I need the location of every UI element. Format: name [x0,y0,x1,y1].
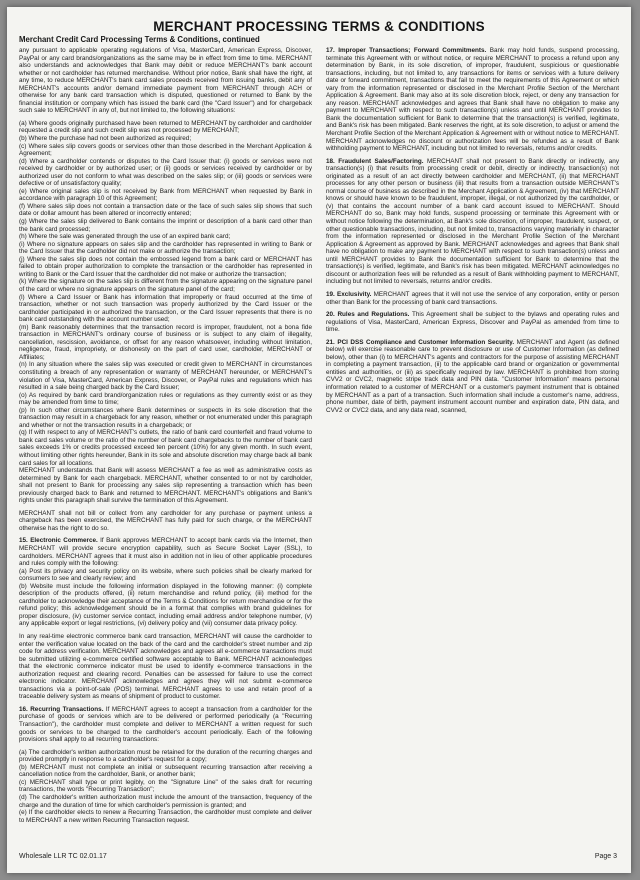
paragraph-text: MERCHANT shall not present to Bank directly or indirectly, any transaction(s) (i) that results from processing credit or debit, directly or indirectly, transaction(s) not originated as a result of an act directly between cardholder and MERCHANT, (ii) that MERCHANT processes for any other person or business (iii) that results from a transaction outside MERCHANT's normal course of business as described in the Merchant Application & Agreement, (iv) that MERCHANT knows or should have known to be fraudulent, improper, illegal, or not authorized by the cardholder, or (v) that contains the account number of a bank card account issued to MERCHANT. Should MERCHANT do so, Bank may hold funds, suspend processing or terminate this Agreement with or without notice following the determination, at Bank's sole discretion, of improper, fraudulent, suspect, or other questionable transactions, including, but not limited to, transactions varying materially in character from the information represented or disclosed in the Merchant Profile Section of the Merchant Application & Agreement as approved by Bank. MERCHANT acknowledges and agrees that Bank shall have no obligation to make any payment to MERCHANT with respect to such transaction(s) unless and until MERCHANT provides to Bank the documentation sufficient for Bank to determine that the transaction(s) is verified, legitimate, and Bank's risk has been mitigated. MERCHANT acknowledges no discount or authorization fees will be refunded as a result of Bank withholding payment to MERCHANT, including but not limited to reversals, returns and/or credits. [326,157,619,286]
body-paragraph [326,339,619,414]
body-paragraph [19,47,312,115]
paragraph-text: (o) As required by bank card brand/organization rules or regulations as they currently exist or as they may be amended from time to time; [19,391,312,407]
document-page [7,7,631,873]
section-heading: 15. Electronic Commerce. [19,537,98,545]
body-paragraph [19,510,312,533]
paragraph-text: (n) In any situation where the sales slip was executed or credit given to MERCHANT in circumstances constituting a breach of any representation or warranty of MERCHANT hereunder, or MERCHANT's violation of Visa, MasterCard, American Express, Discover, or PayPal rules and regulations which has resulted in a sale being charged back by the Card Issuer; [19,361,312,392]
paragraph-text: (b) Where the purchase had not been authorized as required; [19,135,192,143]
body-paragraph [19,583,312,628]
body-paragraph [19,809,312,824]
paragraph-text: (d) Where a cardholder contends or disputes to the Card Issuer that: (i) goods or services were not received by cardholder or by authorized user; or (ii) goods or services received by cardholder or by authorized user do not conform to what was described on the sales slip; or (iii) goods or services were defective or of unsatisfactory quality; [19,157,312,188]
body-paragraph [326,291,619,306]
paragraph-text: (k) Where the signature on the sales slip is different from the signature appearing on the signature panel of the card or where no signature appears on the signature panel of the card; [19,278,312,293]
body-paragraph [19,794,312,809]
paragraph-text: MERCHANT understands that Bank will assess MERCHANT a fee as well as administrative costs as determined by Bank for each chargeback. MERCHANT, whether consented to or not by cardholder, shall not present to Bank for processing any sales slip representing a transaction which has been previously charged back to Bank and returned to MERCHANT. MERCHANT's obligations and Bank's rights under this paragraph shall survive the termination of this Agreement. [19,467,312,505]
body-paragraph [326,311,619,334]
paragraph-text: (d) The cardholder's written authorization must include the amount of the transaction, frequency of the charge and the duration of time for which cardholder's permission is granted; and [19,793,312,809]
paragraph-text: If MERCHANT agrees to accept a transaction from a cardholder for the purchase of goods or services which are to be delivered or performed periodically (a "Recurring Transaction"), the cardholder must complete and deliver to MERCHANT a written request for such goods or services to be charged to the cardholder's account periodically. Each of the following provisions shall apply to all recurring transactions: [19,705,312,744]
body-paragraph [19,633,312,701]
paragraph-text: Bank may hold funds, suspend processing, terminate this Agreement with or without notice, or require MERCHANT to process a refund upon any determination by Bank, in its sole discretion, of improper, fraudulent, suspicious or questionable transactions, including, but not limited to, any transactions for items or services with a future delivery date or forward commitment, transactions that fail to meet the requirements of this Agreement or which vary from the information represented or disclosed in the Merchant Profile Section of the Merchant Application & Agreement. Bank may also at its sole discretion block, reject, or deny any transaction for any reason. MERCHANT acknowledges and agrees that Bank shall have no obligation to make any payment to MERCHANT with respect to such transaction(s) unless and until MERCHANT provides to Bank the documentation sufficient for Bank to determine that the transaction(s) is verified, legitimate, and Bank's risk has been mitigated. Bank reserves the right, at its sole discretion, to adjust or amend the Merchant Profile Section of the Merchant Application & Agreement with or without notice to MERCHANT. MERCHANT acknowledges no discount or authorization fees will be refunded as a result of Bank withholding payment to MERCHANT, including but not limited to reversals, returns and/or credits. [326,47,619,153]
body-paragraph [19,429,312,467]
body-paragraph [326,47,619,153]
paragraph-text: (j) Where the sales slip does not contain the embossed legend from a bank card or MERCHANT has failed to obtain proper authorization to complete the transaction or the cardholder has represented in writing to Bank or the Card Issuer that the cardholder did not make or authorize the transaction; [19,255,312,278]
body-paragraph [19,749,312,764]
paragraph-text: MERCHANT and Agent (as defined below) will exercise reasonable care to prevent disclosure or use of Customer Information (as defined below), other than (i) to MERCHANT's agents and contractors for the purpose of assisting MERCHANT in completing a payment transaction, (ii) to the applicable card brand or organization or governmental entities and authorities, or (iii) as specifically required by law. MERCHANT is prohibited from storing CVV2 or CVC2, magnetic stripe track data and PIN data. "Customer Information" means personal information related to a customer of MERCHANT or a customer's payment instrument that is obtained by MERCHANT as a part of a transaction. Such information shall include a customer's name, address, phone number, date of birth, payment instrument account number and expiration date, PIN data, and CVV2 or CVC2 data, and any data read, scanned, [326,338,619,414]
paragraph-text: (b) Website must include the following information displayed in the following manner: (i) complete description of the products offered, (ii) return merchandise and refund policy, (iii) method for the cardholder to acknowledge their acceptance of the Terms & Conditions for return merchandise or for the refund policy; this acknowledgement should be in a format that complies with brand guidelines for proper disclosure, (iv) customer service contact, including email address and/or telephone number, (v) any applicable export or legal restrictions, (vi) delivery policy and (vii) consumer data privacy policy. [19,582,312,628]
section-heading: 19. Exclusivity. [326,290,372,298]
paragraph-text: (l) Where a Card Issuer or Bank has information that improperly or fraud occurred at the time of transaction, whether or not such transaction was properly authorized by the Card Issuer or the cardholder participated in or authorized the transaction, or the Card Issuer represents that there is no bank card outstanding with the account number used; [19,293,312,324]
paragraph-text: MERCHANT agrees that it will not use the service of any corporation, entity or person other than Bank for the processing of bank card transactions. [326,290,619,306]
paragraph-text: (c) Where sales slip covers goods or services other than those described in the Merchant Application & Agreement; [19,142,312,158]
body-paragraph [19,537,312,567]
body-text-columns [19,47,619,835]
paragraph-text: MERCHANT shall not bill or collect from any cardholder for any purchase or payment unless a chargeback has been exercised, the MERCHANT has fully paid for such charge, or the MERCHANT otherwise has the right to do so. [19,509,312,532]
paragraph-text: (e) Where original sales slip is not received by Bank from MERCHANT when requested by Bank in accordance with paragraph 10 of this Agreement; [19,187,312,203]
body-paragraph [19,158,312,188]
body-paragraph [19,143,312,158]
body-paragraph [19,706,312,744]
body-paragraph [19,361,312,391]
section-heading: 21. PCI DSS Compliance and Customer Information Security. [326,338,515,346]
paragraph-text: (a) Where goods originally purchased have been returned to MERCHANT by cardholder and cardholder requested a credit slip and such credit slip was not processed by MERCHANT; [19,119,312,135]
paragraph-text: (q) If with respect to any of MERCHANT's outlets, the ratio of bank card counterfeit and fraud volume to bank card sales volume or the ratio of the number of bank card chargebacks to the number of bank card sales exceeds 1% or credits processed exceed ten percent (10%) for any given month. In such event, without limiting other rights hereunder, Bank in its sole and absolute discretion may charge back all bank card sales for all locations. [19,429,312,467]
paragraph-text: In any real-time electronic commerce bank card transaction, MERCHANT will cause the cardholder to enter the verification value located on the back of the card and the cardholder's street number and zip code for address verification. MERCHANT acknowledges and agrees all e-commerce transactions must be submitted utilizing e-commerce certified software acceptable to Bank. MERCHANT acknowledges that the electronic commerce indicator must be used to identify e-commerce transactions in the authorization request and clearing record. Penalties can be assessed for failure to use the correct electronic indicator. MERCHANT acknowledges and agrees they will not submit e-commerce transactions via a point-of-sale (POS) terminal. MERCHANT agrees to use and retain proof of a traceable delivery system as means of shipment of product to customer. [19,633,312,701]
body-paragraph [19,203,312,218]
body-paragraph [19,779,312,794]
paragraph-text: (f) Where sales slip does not contain a transaction date or the face of such sales slip shows that such date or dollar amount has been altered or incorrectly entered; [19,202,312,218]
body-paragraph [19,241,312,256]
body-paragraph [19,135,312,143]
paragraph-text: any pursuant to applicable operating regulations of Visa, MasterCard, American Express, Discover, PayPal or any card brands/organizations as the same may be in effect from time to time. MERCHANT also understands and acknowledges that Bank may debit or reduce MERCHANT's bank account whether or not cardholder has returned merchandise. Without prior notice, Bank shall have the right, at any time, to reduce MERCHANT's bank card sales proceeds received from issuing banks, debit any of MERCHANT's accounts and/or demand immediate payment from MERCHANT through ACH or otherwise for any bank card transaction which is disputed, questioned or returned to Bank by the financial institution or company which has issued the bank card (the "Card Issuer") and for chargeback such sale to MERCHANT in any of, but not limited to, the following situations: [19,47,312,115]
paragraph-text: If Bank approves MERCHANT to accept bank cards via the Internet, then MERCHANT will provide secure encryption capability, such as Secure Socket Layer (SSL), to cardholders. MERCHANT agrees that it must also in addition not in lieu of other applicable procedures and rules comply with the following: [19,537,312,568]
body-paragraph [19,218,312,233]
body-paragraph [326,158,619,286]
footer-page-number: Page 3 [594,853,617,860]
body-paragraph [19,278,312,293]
paragraph-text: (e) If the cardholder elects to renew a Recurring Transaction, the cardholder must complete and deliver to MERCHANT a new written Recurring Transaction request. [19,809,312,824]
body-paragraph [19,256,312,279]
paragraph-text: (m) Bank reasonably determines that the transaction record is improper, fraudulent, not a bona fide transaction in MERCHANT's ordinary course of business or is subject to any claim of illegality, cancellation, rescission, avoidance, or offset for any reason whatsoever, including without limitation, negligence, fraud, impropriety, or dishonesty on the part of card user, cardholder, MERCHANT or Affiliates; [19,323,312,361]
body-paragraph [19,467,312,505]
body-paragraph [19,120,312,135]
paragraph-text: (i) Where no signature appears on sales slip and the cardholder has represented in writing to Bank or the Card Issuer that the cardholder did not make or authorize the transaction; [19,240,312,256]
body-paragraph [19,324,312,362]
paragraph-text: (g) Where the sales slip delivered to Bank contains the imprint or description of a bank card other than the bank card processed; [19,218,312,233]
body-paragraph [19,294,312,324]
footer-document-id: Wholesale LLR TC 02.01.17 [19,853,107,860]
section-heading: 20. Rules and Regulations. [326,311,410,319]
paragraph-text: (c) MERCHANT shall type or print legibly, on the "Signature Line" of the sales draft for recurring transactions, the words "Recurring Transaction"; [19,778,312,794]
paragraph-text: This Agreement shall be subject to the bylaws and operating rules and regulations of Visa, MasterCard, American Express, Discover and PayPal as amended from time to time. [326,311,619,334]
body-paragraph [19,392,312,407]
paragraph-text: (b) MERCHANT must not complete an initial or subsequent recurring transaction after receiving a cancellation notice from the cardholder, Bank, or another bank; [19,763,312,779]
page-title: MERCHANT PROCESSING TERMS & CONDITIONS [153,19,485,34]
body-paragraph [19,764,312,779]
paragraph-text: (p) In such other circumstances where Bank determines or suspects in its sole discretion that the transaction may result in a chargeback for any reason, whether or not enumerated under this paragraph and whether or not the transaction results in a chargeback; or [19,406,312,429]
page-subtitle: Merchant Credit Card Processing Terms & Conditions, continued [19,35,260,44]
paragraph-text: (h) Where the sale was generated through the use of an expired bank card; [19,233,231,241]
paragraph-text: (a) Post its privacy and security policy on its website, where such policies shall be clearly marked for consumers to see and clearly review; and [19,567,312,583]
section-heading: 18. Fraudulent Sales/Factoring. [326,157,424,165]
section-heading: 17. Improper Transactions; Forward Commitments. [326,47,487,54]
body-paragraph [19,233,312,241]
body-paragraph [19,568,312,583]
paragraph-text: (a) The cardholder's written authorization must be retained for the duration of the recurring charges and provided promptly in response to a cardholder's request for a copy; [19,748,312,764]
section-heading: 16. Recurring Transactions. [19,705,104,713]
body-paragraph [19,188,312,203]
body-paragraph [19,407,312,430]
